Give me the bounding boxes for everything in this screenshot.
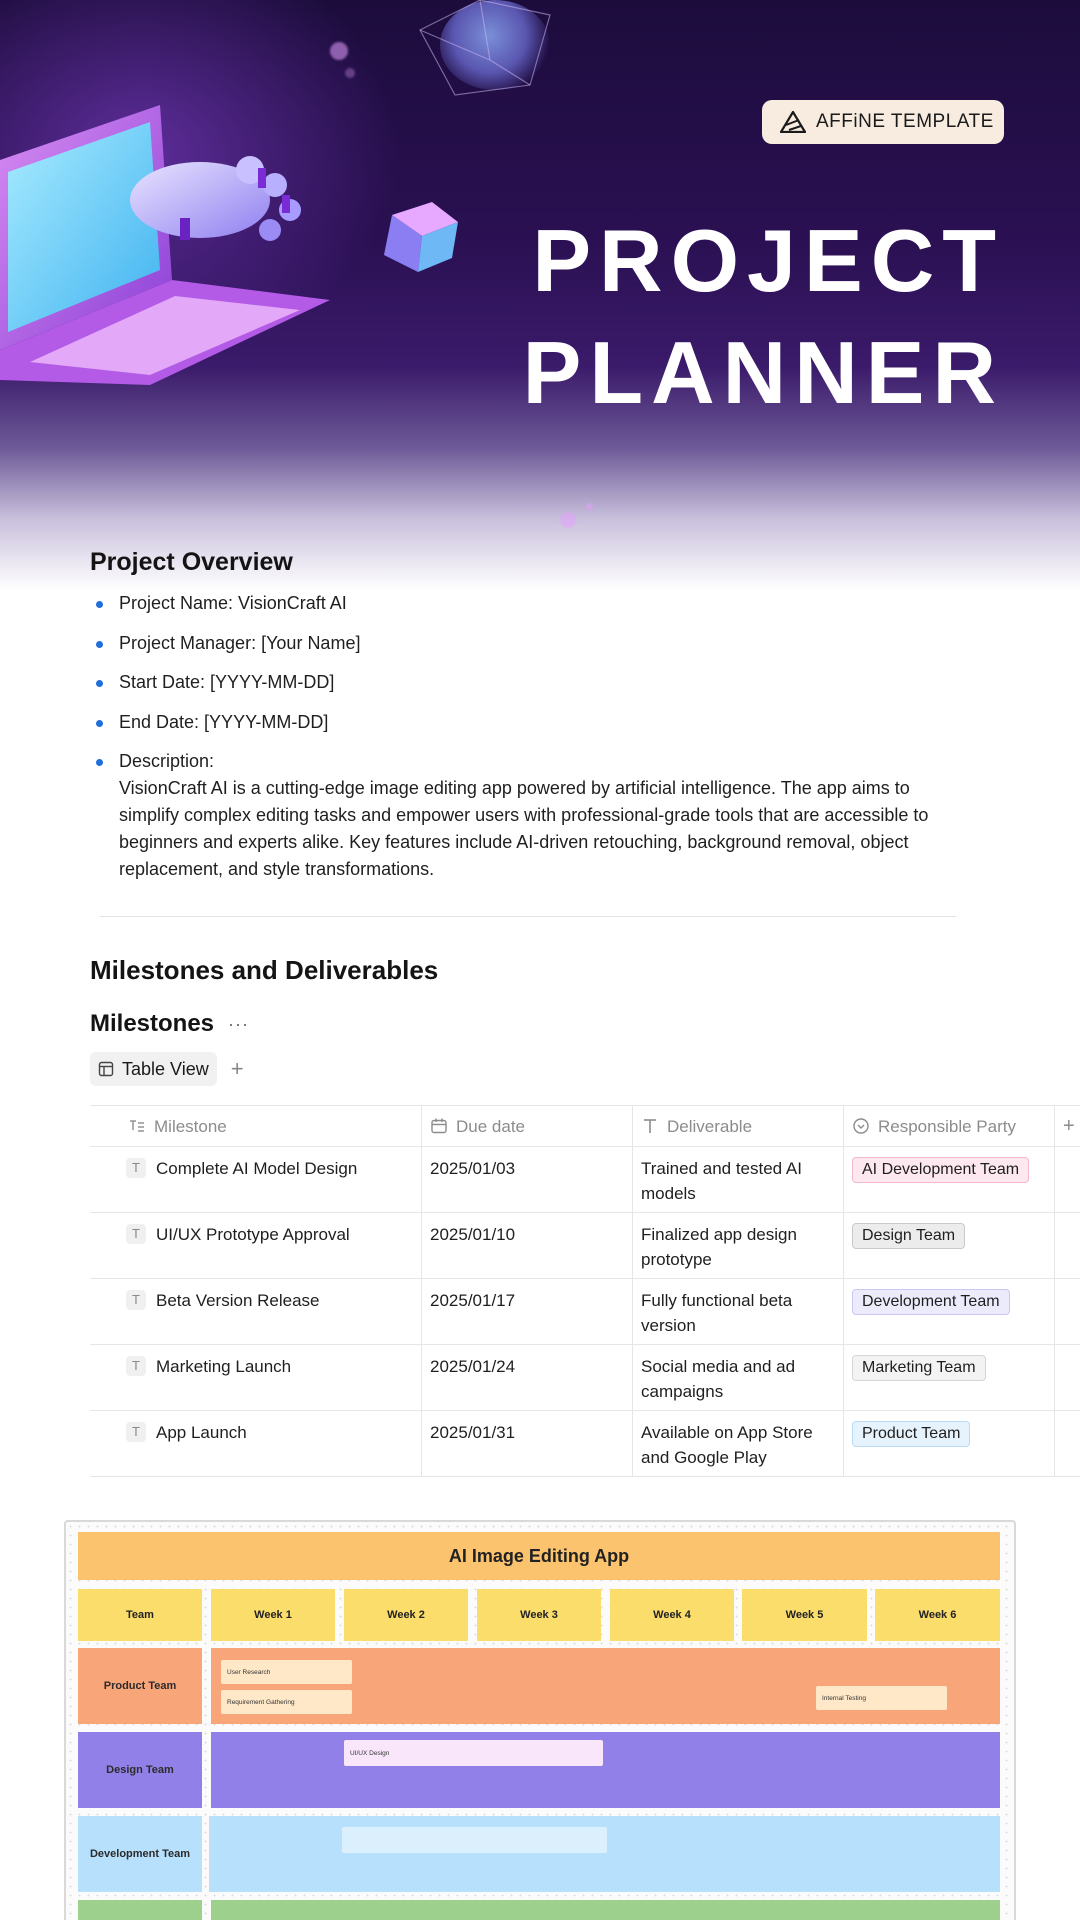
column-header-responsible-party[interactable] xyxy=(844,1106,1055,1146)
database-title-text[interactable]: Milestones xyxy=(90,1010,215,1037)
table-row[interactable] xyxy=(90,1411,1080,1477)
affine-template-badge[interactable] xyxy=(762,100,1004,144)
add-column-button[interactable]: + xyxy=(1063,1114,1075,1137)
cell-deliverable[interactable]: Finalized app design prototype xyxy=(633,1213,844,1278)
cell-deliverable[interactable]: Available on App Store and Google Play xyxy=(633,1411,844,1476)
milestones-deliverables-heading: Milestones and Deliverables xyxy=(90,955,439,985)
text-type-icon: T xyxy=(126,1158,146,1178)
section-divider xyxy=(100,916,956,917)
cell-due-date[interactable]: 2025/01/31 xyxy=(422,1411,633,1476)
board-header-week-4: Week 4 xyxy=(610,1589,734,1641)
table-row[interactable] xyxy=(90,1213,1080,1279)
column-header-deliverable[interactable] xyxy=(633,1106,844,1146)
cell-responsible-party[interactable] xyxy=(844,1147,1055,1212)
board-lane-design xyxy=(211,1732,1000,1808)
list-item: Project Manager: [Your Name] xyxy=(90,630,970,657)
board-card[interactable]: Internal Testing xyxy=(816,1686,947,1710)
description-label: Description: xyxy=(119,751,215,771)
cell-empty xyxy=(1055,1411,1080,1476)
cell-due-date[interactable]: 2025/01/24 xyxy=(422,1345,633,1410)
wireframe-cube-icon xyxy=(410,0,560,100)
list-item: Start Date: [YYYY-MM-DD] xyxy=(90,669,970,696)
milestone-name: App Launch xyxy=(156,1423,247,1442)
badge-label: AFFiNE TEMPLATE xyxy=(816,111,994,132)
bokeh-dot xyxy=(560,512,576,528)
cell-empty xyxy=(1055,1213,1080,1278)
board-title: AI Image Editing App xyxy=(78,1532,1000,1580)
board-card[interactable]: Requirement Gathering xyxy=(221,1690,352,1714)
milestone-name: UI/UX Prototype Approval xyxy=(156,1225,350,1244)
board-team-design: Design Team xyxy=(78,1732,202,1808)
column-label: Due date xyxy=(456,1116,525,1136)
calendar-icon xyxy=(430,1117,448,1135)
board-header-week-5: Week 5 xyxy=(742,1589,867,1641)
cell-responsible-party[interactable] xyxy=(844,1411,1055,1476)
milestone-name: Beta Version Release xyxy=(156,1291,320,1310)
column-label: Milestone xyxy=(154,1116,227,1136)
cell-deliverable[interactable]: Social media and ad campaigns xyxy=(633,1345,844,1410)
column-label: Deliverable xyxy=(667,1116,753,1136)
add-view-button[interactable]: + xyxy=(230,1056,244,1081)
cell-deliverable[interactable]: Fully functional beta version xyxy=(633,1279,844,1344)
cell-milestone[interactable] xyxy=(90,1147,422,1212)
cell-milestone[interactable] xyxy=(90,1345,422,1410)
milestone-name: Marketing Launch xyxy=(156,1357,292,1376)
text-type-icon: T xyxy=(126,1290,146,1310)
table-view-icon xyxy=(98,1061,114,1077)
column-label: Responsible Party xyxy=(878,1116,1016,1136)
list-item: Project Name: VisionCraft AI xyxy=(90,590,970,617)
party-tag: AI Development Team xyxy=(852,1157,1029,1183)
board-header-week-2: Week 2 xyxy=(344,1589,468,1641)
board-lane-marketing xyxy=(211,1900,1000,1920)
cell-milestone[interactable] xyxy=(90,1411,422,1476)
cell-responsible-party[interactable] xyxy=(844,1279,1055,1344)
cell-empty xyxy=(1055,1147,1080,1212)
board-card[interactable]: UI/UX Design xyxy=(344,1740,603,1766)
board-header-team: Team xyxy=(78,1589,202,1641)
list-item: End Date: [YYYY-MM-DD] xyxy=(90,709,970,736)
table-header-row xyxy=(90,1105,1080,1147)
title-column-icon xyxy=(128,1117,146,1135)
database-title xyxy=(90,1010,249,1038)
page-title xyxy=(523,205,1004,429)
table-row[interactable] xyxy=(90,1147,1080,1213)
title-line-1: PROJECT xyxy=(532,211,1004,310)
cell-due-date[interactable]: 2025/01/03 xyxy=(422,1147,633,1212)
milestone-name: Complete AI Model Design xyxy=(156,1159,358,1178)
cell-responsible-party[interactable] xyxy=(844,1345,1055,1410)
board-team-product: Product Team xyxy=(78,1648,202,1724)
title-line-2: PLANNER xyxy=(522,323,1004,422)
tab-table-view[interactable] xyxy=(90,1052,217,1086)
board-header-week-1: Week 1 xyxy=(211,1589,335,1641)
text-type-icon xyxy=(641,1117,659,1135)
view-bar xyxy=(90,1052,244,1086)
board-team-marketing xyxy=(78,1900,202,1920)
description-body: VisionCraft AI is a cutting-edge image editing app powered by artificial intelligence. The app aims to simplify complex editing tasks and empower users with professional-grade tools that are accessible to beginners and experts alike. Key features include AI-driven retouching, background removal, object replacement, and style transformations. xyxy=(119,778,929,879)
board-card[interactable]: User Research xyxy=(221,1660,352,1684)
party-tag: Development Team xyxy=(852,1289,1010,1315)
bokeh-dot xyxy=(345,68,355,78)
cell-responsible-party[interactable] xyxy=(844,1213,1055,1278)
cell-due-date[interactable]: 2025/01/17 xyxy=(422,1279,633,1344)
cell-empty xyxy=(1055,1279,1080,1344)
cell-due-date[interactable]: 2025/01/10 xyxy=(422,1213,633,1278)
table-row[interactable] xyxy=(90,1345,1080,1411)
list-item-description xyxy=(90,748,970,883)
board-header-week-6: Week 6 xyxy=(875,1589,1000,1641)
party-tag: Product Team xyxy=(852,1421,970,1447)
column-header-due-date[interactable] xyxy=(422,1106,633,1146)
project-overview-heading: Project Overview xyxy=(90,548,293,576)
text-type-icon: T xyxy=(126,1224,146,1244)
affine-logo-icon xyxy=(780,111,806,133)
bokeh-dot xyxy=(586,503,593,510)
cell-empty xyxy=(1055,1345,1080,1410)
cell-milestone[interactable] xyxy=(90,1279,422,1344)
table-body xyxy=(90,1147,1080,1477)
bokeh-dot xyxy=(330,42,348,60)
hero-banner xyxy=(0,0,1080,590)
milestones-table xyxy=(90,1105,1080,1477)
party-tag: Marketing Team xyxy=(852,1355,986,1381)
table-row[interactable] xyxy=(90,1279,1080,1345)
board-header-week-3: Week 3 xyxy=(477,1589,601,1641)
view-label: Table View xyxy=(122,1058,209,1079)
party-tag: Design Team xyxy=(852,1223,965,1249)
cell-deliverable[interactable]: Trained and tested AI models xyxy=(633,1147,844,1212)
overview-list xyxy=(90,590,970,896)
more-options-icon[interactable]: ··· xyxy=(228,1013,250,1034)
text-type-icon: T xyxy=(126,1422,146,1442)
select-type-icon xyxy=(852,1117,870,1135)
board-card-empty[interactable] xyxy=(342,1827,607,1853)
column-header-milestone[interactable] xyxy=(90,1106,422,1146)
board-team-development: Development Team xyxy=(78,1816,202,1892)
floating-cube-icon xyxy=(382,200,462,274)
laptop-robot-hand-illustration xyxy=(0,100,340,400)
cell-milestone[interactable] xyxy=(90,1213,422,1278)
text-type-icon: T xyxy=(126,1356,146,1376)
